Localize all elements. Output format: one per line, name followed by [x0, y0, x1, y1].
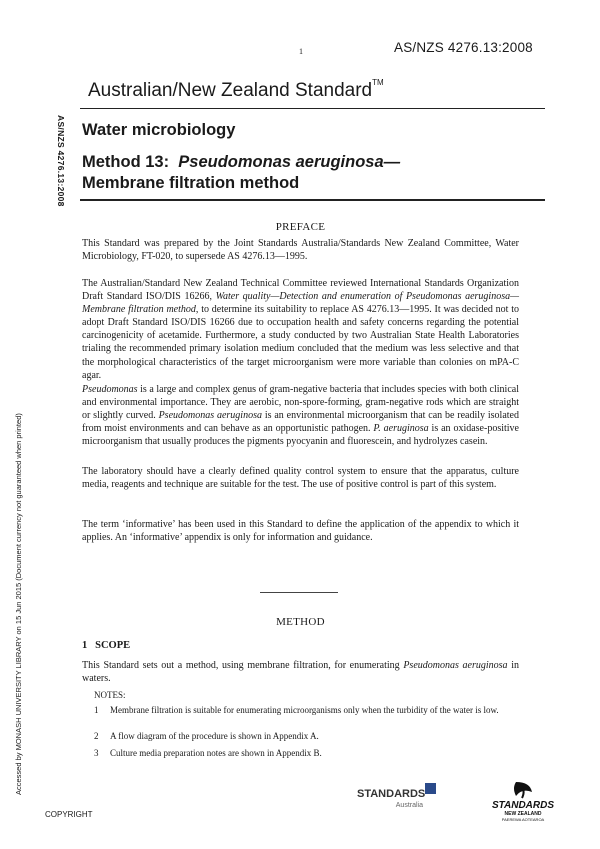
scope-number: 1 — [82, 640, 88, 651]
logo-aus-mark — [425, 783, 436, 794]
note-number: 2 — [94, 731, 99, 741]
text-run: is a large and complex genus of gram-negative bacteria that includes species with both clinical and environmental importance. They are aerobic, non-spore-forming, gram-negative rods which are straight or slightly curved. — [82, 384, 519, 422]
standards-australia-logo — [357, 783, 437, 811]
section-separator — [260, 592, 338, 593]
method-subtitle: Membrane filtration method — [82, 174, 300, 192]
copyright-notice: COPYRIGHT — [45, 810, 93, 819]
access-note: Accessed by MONASH UNIVERSITY LIBRARY on 15 Jun 2015 (Document currency not guaranteed when printed) — [14, 413, 23, 795]
logo-nz-main: STANDARDS — [491, 800, 555, 811]
text-run: is an environmental microorganism that can be readily isolated from moist environments and can behave as an opportunistic pathogen. — [82, 410, 519, 435]
method-title — [82, 152, 400, 194]
text-run: is an oxidase-positive microorganism that usually produces the pigments pyocyanin and fluorescein, and hydrolyzes casein. — [82, 423, 519, 448]
preface-paragraph-4: The laboratory should have a clearly defined quality control system to ensure that the apparatus, culture media, reagents and technique are suitable for the test. The use of positive control is part of this system. — [82, 466, 519, 491]
preface-paragraph-1: This Standard was prepared by the Joint Standards Australia/Standards New Zealand Committee, Water Microbiology, FT-020, to supersede AS 4276.13—1995. — [82, 238, 519, 263]
preface-paragraph-2 — [82, 277, 519, 382]
logo-nz-sub2: PAEREWA AOTEAROA — [501, 817, 545, 822]
title-rule — [80, 199, 545, 201]
preface-paragraph-5: The term ‘informative’ has been used in this Standard to define the application of the appendix to which it applies. An ‘informative’ appendix is only for information and guidance. — [82, 519, 519, 544]
note-number: 1 — [94, 705, 99, 715]
logo-aus-main: STANDARDS — [357, 788, 426, 800]
notes-label: NOTES: — [94, 690, 126, 700]
standard-type-title — [88, 80, 384, 102]
scope-paragraph — [82, 659, 519, 685]
italic-run: Water quality—Detection and enumeration of Pseudomonas aeruginosa—Membrane filtration method — [82, 291, 519, 316]
scope-heading — [82, 640, 130, 651]
top-rule — [80, 108, 545, 109]
preface-paragraph-3 — [82, 383, 519, 448]
side-standard-code: AS/NZS 4276.13:2008 — [56, 115, 66, 207]
italic-run: Pseudomonas aeruginosa — [158, 410, 262, 422]
preface-heading: PREFACE — [275, 221, 326, 233]
italic-run: Pseudomonas — [82, 384, 138, 395]
text-run: in waters. — [82, 660, 519, 685]
standard-code: AS/NZS 4276.13:2008 — [394, 40, 533, 55]
note-text: Culture media preparation notes are shown in Appendix B. — [110, 748, 322, 758]
method-heading: METHOD — [276, 616, 325, 628]
logo-aus-sub: Australia — [395, 802, 423, 809]
trademark-mark: TM — [372, 78, 384, 87]
document-title: Water microbiology — [82, 121, 236, 139]
logo-nz-sub1: NEW ZEALAND — [504, 811, 542, 817]
italic-run: Pseudomonas aeruginosa — [403, 660, 508, 671]
note-number: 3 — [94, 748, 99, 758]
standard-type-text: Australian/New Zealand Standard — [88, 80, 373, 101]
method-prefix: Method 13: — [82, 153, 170, 171]
text-run: , to determine its suitability to replace AS 4276.13—1995. It was decided not to adopt Draft Standard ISO/DIS 16266 due to occupation health and safety concerns regarding the potential carcinogenicity of acetamide. Furthermore, a study conducted by two Australian State Health Laboratories trialing the recommended primary isolation medium concluded that the medium was less selective and that the morphological characteristics of the target microorganism were more variable than colonies on mPA-C agar. — [82, 304, 520, 381]
italic-run: P. aeruginosa — [373, 423, 429, 435]
note-text: Membrane filtration is suitable for enumerating microorganisms only when the turbidity of the water is low. — [110, 705, 499, 715]
page-number: 1 — [299, 47, 303, 56]
scope-title: SCOPE — [95, 640, 131, 651]
note-text: A flow diagram of the procedure is shown in Appendix A. — [110, 731, 319, 741]
text-run: The Australian/Standard New Zealand Technical Committee reviewed International Standards Organization Draft Standard ISO/DIS 16266, — [82, 278, 519, 303]
text-run: This Standard sets out a method, using membrane filtration, for enumerating — [82, 660, 404, 671]
standards-new-zealand-logo — [486, 780, 560, 822]
method-organism: Pseudomonas aeruginosa— — [178, 153, 401, 171]
